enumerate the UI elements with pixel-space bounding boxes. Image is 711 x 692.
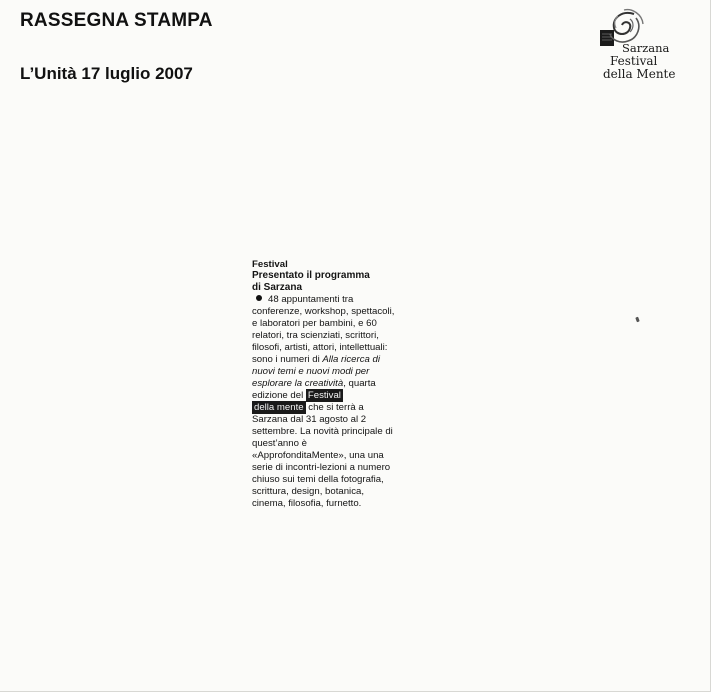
body-part1: 48 appuntamenti tra conferenze, workshop, spettacoli, e laboratori per bambini, e 60 relatori, tra scienziati, scrittori, filosofi, artisti, attori, intellettuali: sono i numeri di xyxy=(252,294,395,365)
page-title: RASSEGNA STAMPA xyxy=(20,10,213,31)
bullet-icon xyxy=(256,295,262,301)
scan-speck xyxy=(635,317,640,323)
logo-text xyxy=(600,42,675,81)
body-italic-title: Alla ricerca di nuovi temi e nuovi modi per esplorare la creatività xyxy=(252,354,380,389)
logo-city: Sarzana xyxy=(622,41,670,55)
article-headline xyxy=(252,270,398,293)
festival-logo xyxy=(596,6,696,86)
headline-line1: Presentato il programma xyxy=(252,270,370,281)
article-clipping xyxy=(252,259,398,510)
highlight-della-mente: della mente xyxy=(254,402,304,413)
body-part2: , quarta edizione del xyxy=(252,378,376,401)
logo-name-line1: Festival xyxy=(610,54,658,68)
logo-name-line2: della Mente xyxy=(603,67,676,81)
highlight-festival: Festival xyxy=(307,390,341,401)
source-date: L’Unità 17 luglio 2007 xyxy=(20,64,193,83)
body-part3: che si terrà a Sarzana dal 31 agosto al 2 settembre. La novità principale di quest’anno è «ApprofonditaMente», una una serie di incontri-lezioni a numero chiuso sui temi della fotografia, scrittura, design, botanica, cinema, filosofia, furnetto. xyxy=(252,402,393,509)
article-body xyxy=(252,294,398,510)
article-kicker: Festival xyxy=(252,259,288,270)
headline-line2: di Sarzana xyxy=(252,281,303,293)
